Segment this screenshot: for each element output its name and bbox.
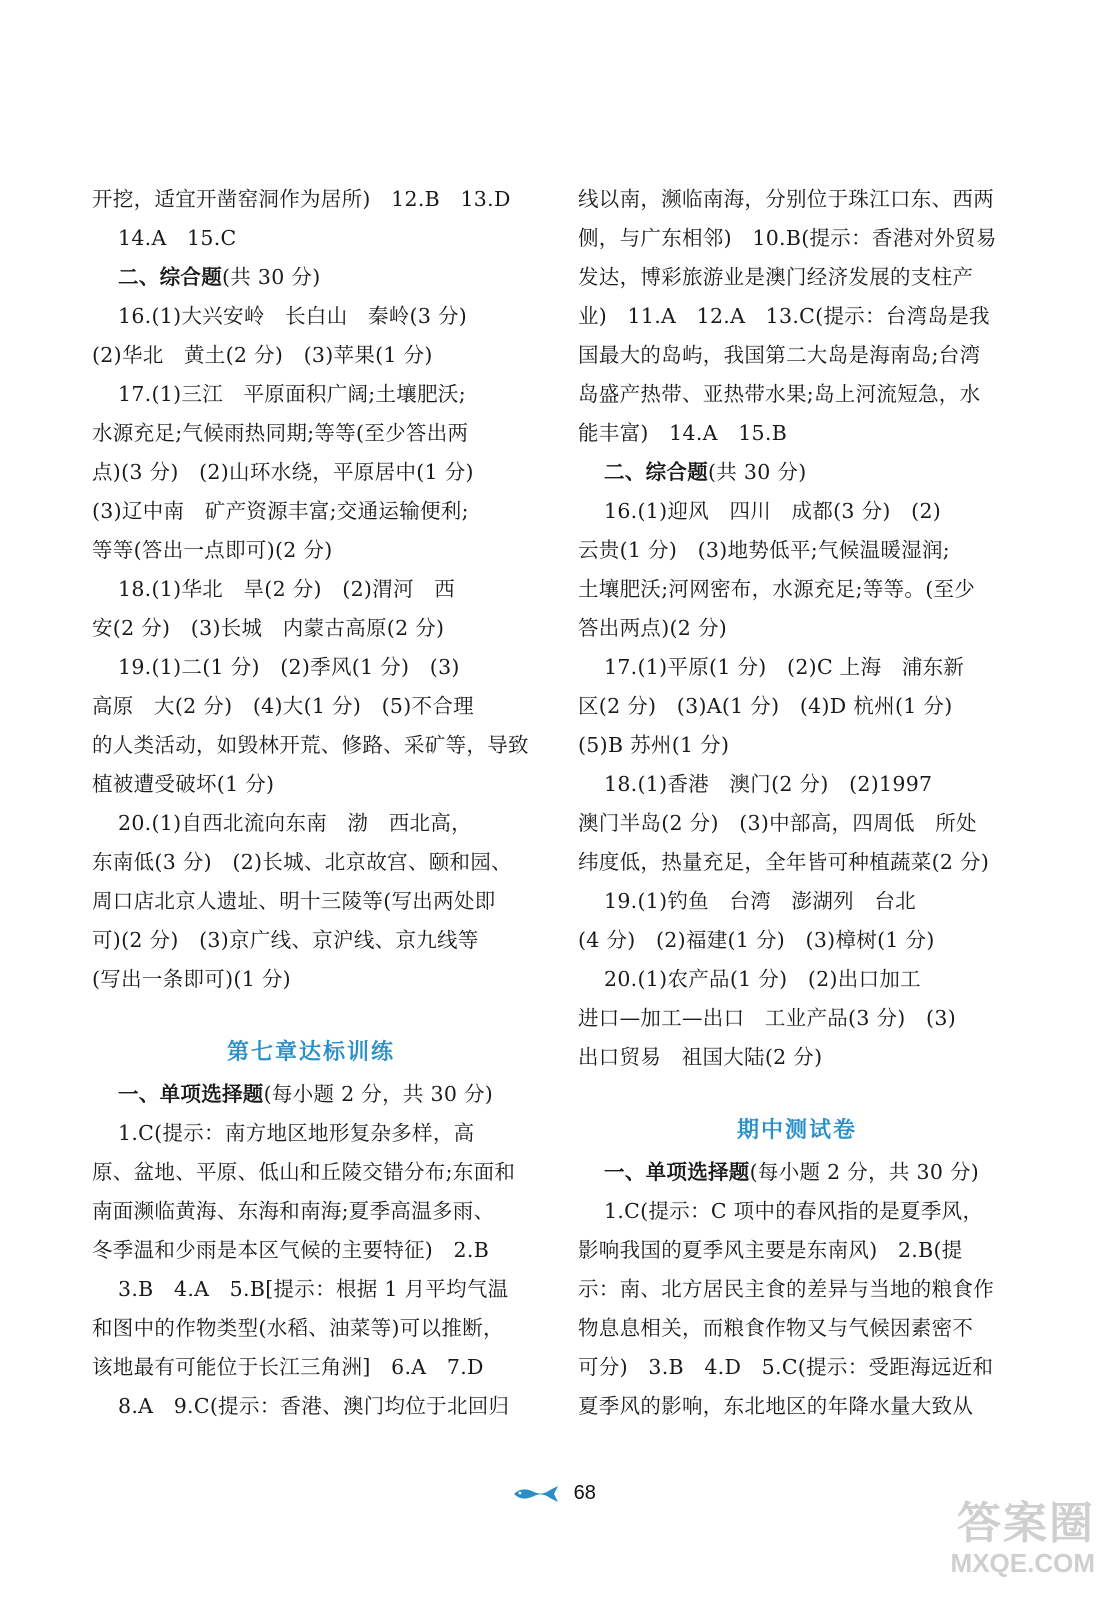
watermark-logo: [905, 1500, 1095, 1590]
right-line: 19.(1)钓鱼 台湾 澎湖列 台北: [604, 889, 916, 913]
left-line: 16.(1)大兴安岭 长白山 秦岭(3 分): [118, 304, 468, 328]
midterm-line: 物息息相关，而粮食作物又与气候因素密不: [578, 1316, 974, 1340]
chapter7-line: 3.B 4.A 5.B[提示：根据 1 月平均气温: [118, 1277, 509, 1301]
left-line: (3)辽中南 矿产资源丰富;交通运输便利;: [92, 499, 469, 523]
left-line: (2)华北 黄土(2 分) (3)苹果(1 分): [92, 343, 433, 367]
left-line: 点)(3 分) (2)山环水绕，平原居中(1 分): [92, 460, 474, 484]
midterm-line: 1.C(提示：C 项中的春风指的是夏季风，: [604, 1199, 984, 1223]
left-line: 东南低(3 分) (2)长城、北京故宫、颐和园、: [92, 850, 512, 874]
right-line: (5)B 苏州(1 分): [578, 733, 730, 757]
midterm-line: 一、单项选择题(每小题 2 分，共 30 分): [604, 1160, 980, 1184]
midterm-line: 夏季风的影响，东北地区的年降水量大致从: [578, 1394, 974, 1418]
right-line: 区(2 分) (3)A(1 分) (4)D 杭州(1 分): [578, 694, 953, 718]
left-column: [92, 180, 530, 1426]
right-line: 二、综合题(共 30 分): [604, 460, 807, 484]
right-line: 18.(1)香港 澳门(2 分) (2)1997: [604, 772, 933, 796]
left-line: 安(2 分) (3)长城 内蒙古高原(2 分): [92, 616, 445, 640]
chapter7-line: 和图中的作物类型(水稻、油菜等)可以推断，: [92, 1316, 504, 1340]
left-line: 植被遭受破坏(1 分): [92, 772, 275, 796]
midterm-line: 影响我国的夏季风主要是东南风) 2.B(提: [578, 1238, 963, 1262]
midterm-title: 期中测试卷: [736, 1117, 857, 1143]
right-line: 20.(1)农产品(1 分) (2)出口加工: [604, 967, 921, 991]
left-line: 高原 大(2 分) (4)大(1 分) (5)不合理: [92, 694, 474, 718]
right-line: 出口贸易 祖国大陆(2 分): [578, 1045, 823, 1069]
midterm-line: 示：南、北方居民主食的差异与当地的粮食作: [578, 1277, 994, 1301]
left-line: 14.A 15.C: [118, 226, 237, 250]
left-line: 二、综合题(共 30 分): [118, 265, 321, 289]
chapter7-line: 一、单项选择题(每小题 2 分，共 30 分): [118, 1082, 494, 1106]
watermark-bottom: MXQE.COM: [950, 1548, 1095, 1578]
left-line: 水源充足;气候雨热同期;等等(至少答出两: [92, 421, 469, 445]
right-line: 纬度低，热量充足，全年皆可种植蔬菜(2 分): [578, 850, 990, 874]
left-line: 等等(答出一点即可)(2 分): [92, 538, 333, 562]
right-line: (4 分) (2)福建(1 分) (3)樟树(1 分): [578, 928, 935, 952]
midterm-line: 可分) 3.B 4.D 5.C(提示：受距海远近和: [578, 1355, 994, 1379]
right-line: 线以南，濒临南海，分别位于珠江口东、西两: [578, 187, 994, 211]
chapter7-line: 1.C(提示：南方地区地形复杂多样，高: [118, 1121, 475, 1145]
left-line: 的人类活动，如毁林开荒、修路、采矿等，导致: [92, 733, 529, 757]
chapter7-line: 原、盆地、平原、低山和丘陵交错分布;东面和: [92, 1160, 516, 1184]
right-line: 17.(1)平原(1 分) (2)C 上海 浦东新: [604, 655, 965, 679]
right-line: 云贵(1 分) (3)地势低平;气候温暖湿润;: [578, 538, 950, 562]
right-line: 侧，与广东相邻) 10.B(提示：香港对外贸易: [578, 226, 997, 250]
right-line: 国最大的岛屿，我国第二大岛是海南岛;台湾: [578, 343, 981, 367]
right-line: 答出两点)(2 分): [578, 616, 728, 640]
left-line: 可)(2 分) (3)京广线、京沪线、京九线等: [92, 928, 479, 952]
chapter7-line: 8.A 9.C(提示：香港、澳门均位于北回归: [118, 1394, 510, 1418]
left-line: 18.(1)华北 旱(2 分) (2)渭河 西: [118, 577, 456, 601]
fish-icon: [512, 1484, 560, 1504]
right-line: 16.(1)迎风 四川 成都(3 分) (2): [604, 499, 942, 523]
right-line: 土壤肥沃;河网密布，水源充足;等等。(至少: [578, 577, 976, 601]
left-line: 周口店北京人遗址、明十三陵等(写出两处即: [92, 889, 496, 913]
left-line: (写出一条即可)(1 分): [92, 967, 291, 991]
right-line: 能丰富) 14.A 15.B: [578, 421, 788, 445]
right-line: 业) 11.A 12.A 13.C(提示：台湾岛是我: [578, 304, 990, 328]
chapter7-line: 该地最有可能位于长江三角洲] 6.A 7.D: [92, 1355, 484, 1379]
chapter7-title: 第七章达标训练: [226, 1039, 395, 1065]
left-line: 开挖，适宜开凿窑洞作为居所) 12.B 13.D: [92, 187, 511, 211]
left-line: 19.(1)二(1 分) (2)季风(1 分) (3): [118, 655, 460, 679]
right-line: 发达，博彩旅游业是澳门经济发展的支柱产: [578, 265, 974, 289]
watermark-top: 答案圈: [957, 1498, 1095, 1549]
left-line: 20.(1)自西北流向东南 渤 西北高，: [118, 811, 472, 835]
right-column: [578, 180, 1016, 1426]
right-line: 岛盛产热带、亚热带水果;岛上河流短急，水: [578, 382, 981, 406]
left-line: 17.(1)三江 平原面积广阔;土壤肥沃;: [118, 382, 466, 406]
chapter7-line: 冬季温和少雨是本区气候的主要特征) 2.B: [92, 1238, 490, 1262]
right-line: 澳门半岛(2 分) (3)中部高，四周低 所处: [578, 811, 977, 835]
chapter7-line: 南面濒临黄海、东海和南海;夏季高温多雨、: [92, 1199, 495, 1223]
page-number: 68: [573, 1482, 596, 1504]
right-line: 进口—加工—出口 工业产品(3 分) (3): [578, 1006, 956, 1030]
